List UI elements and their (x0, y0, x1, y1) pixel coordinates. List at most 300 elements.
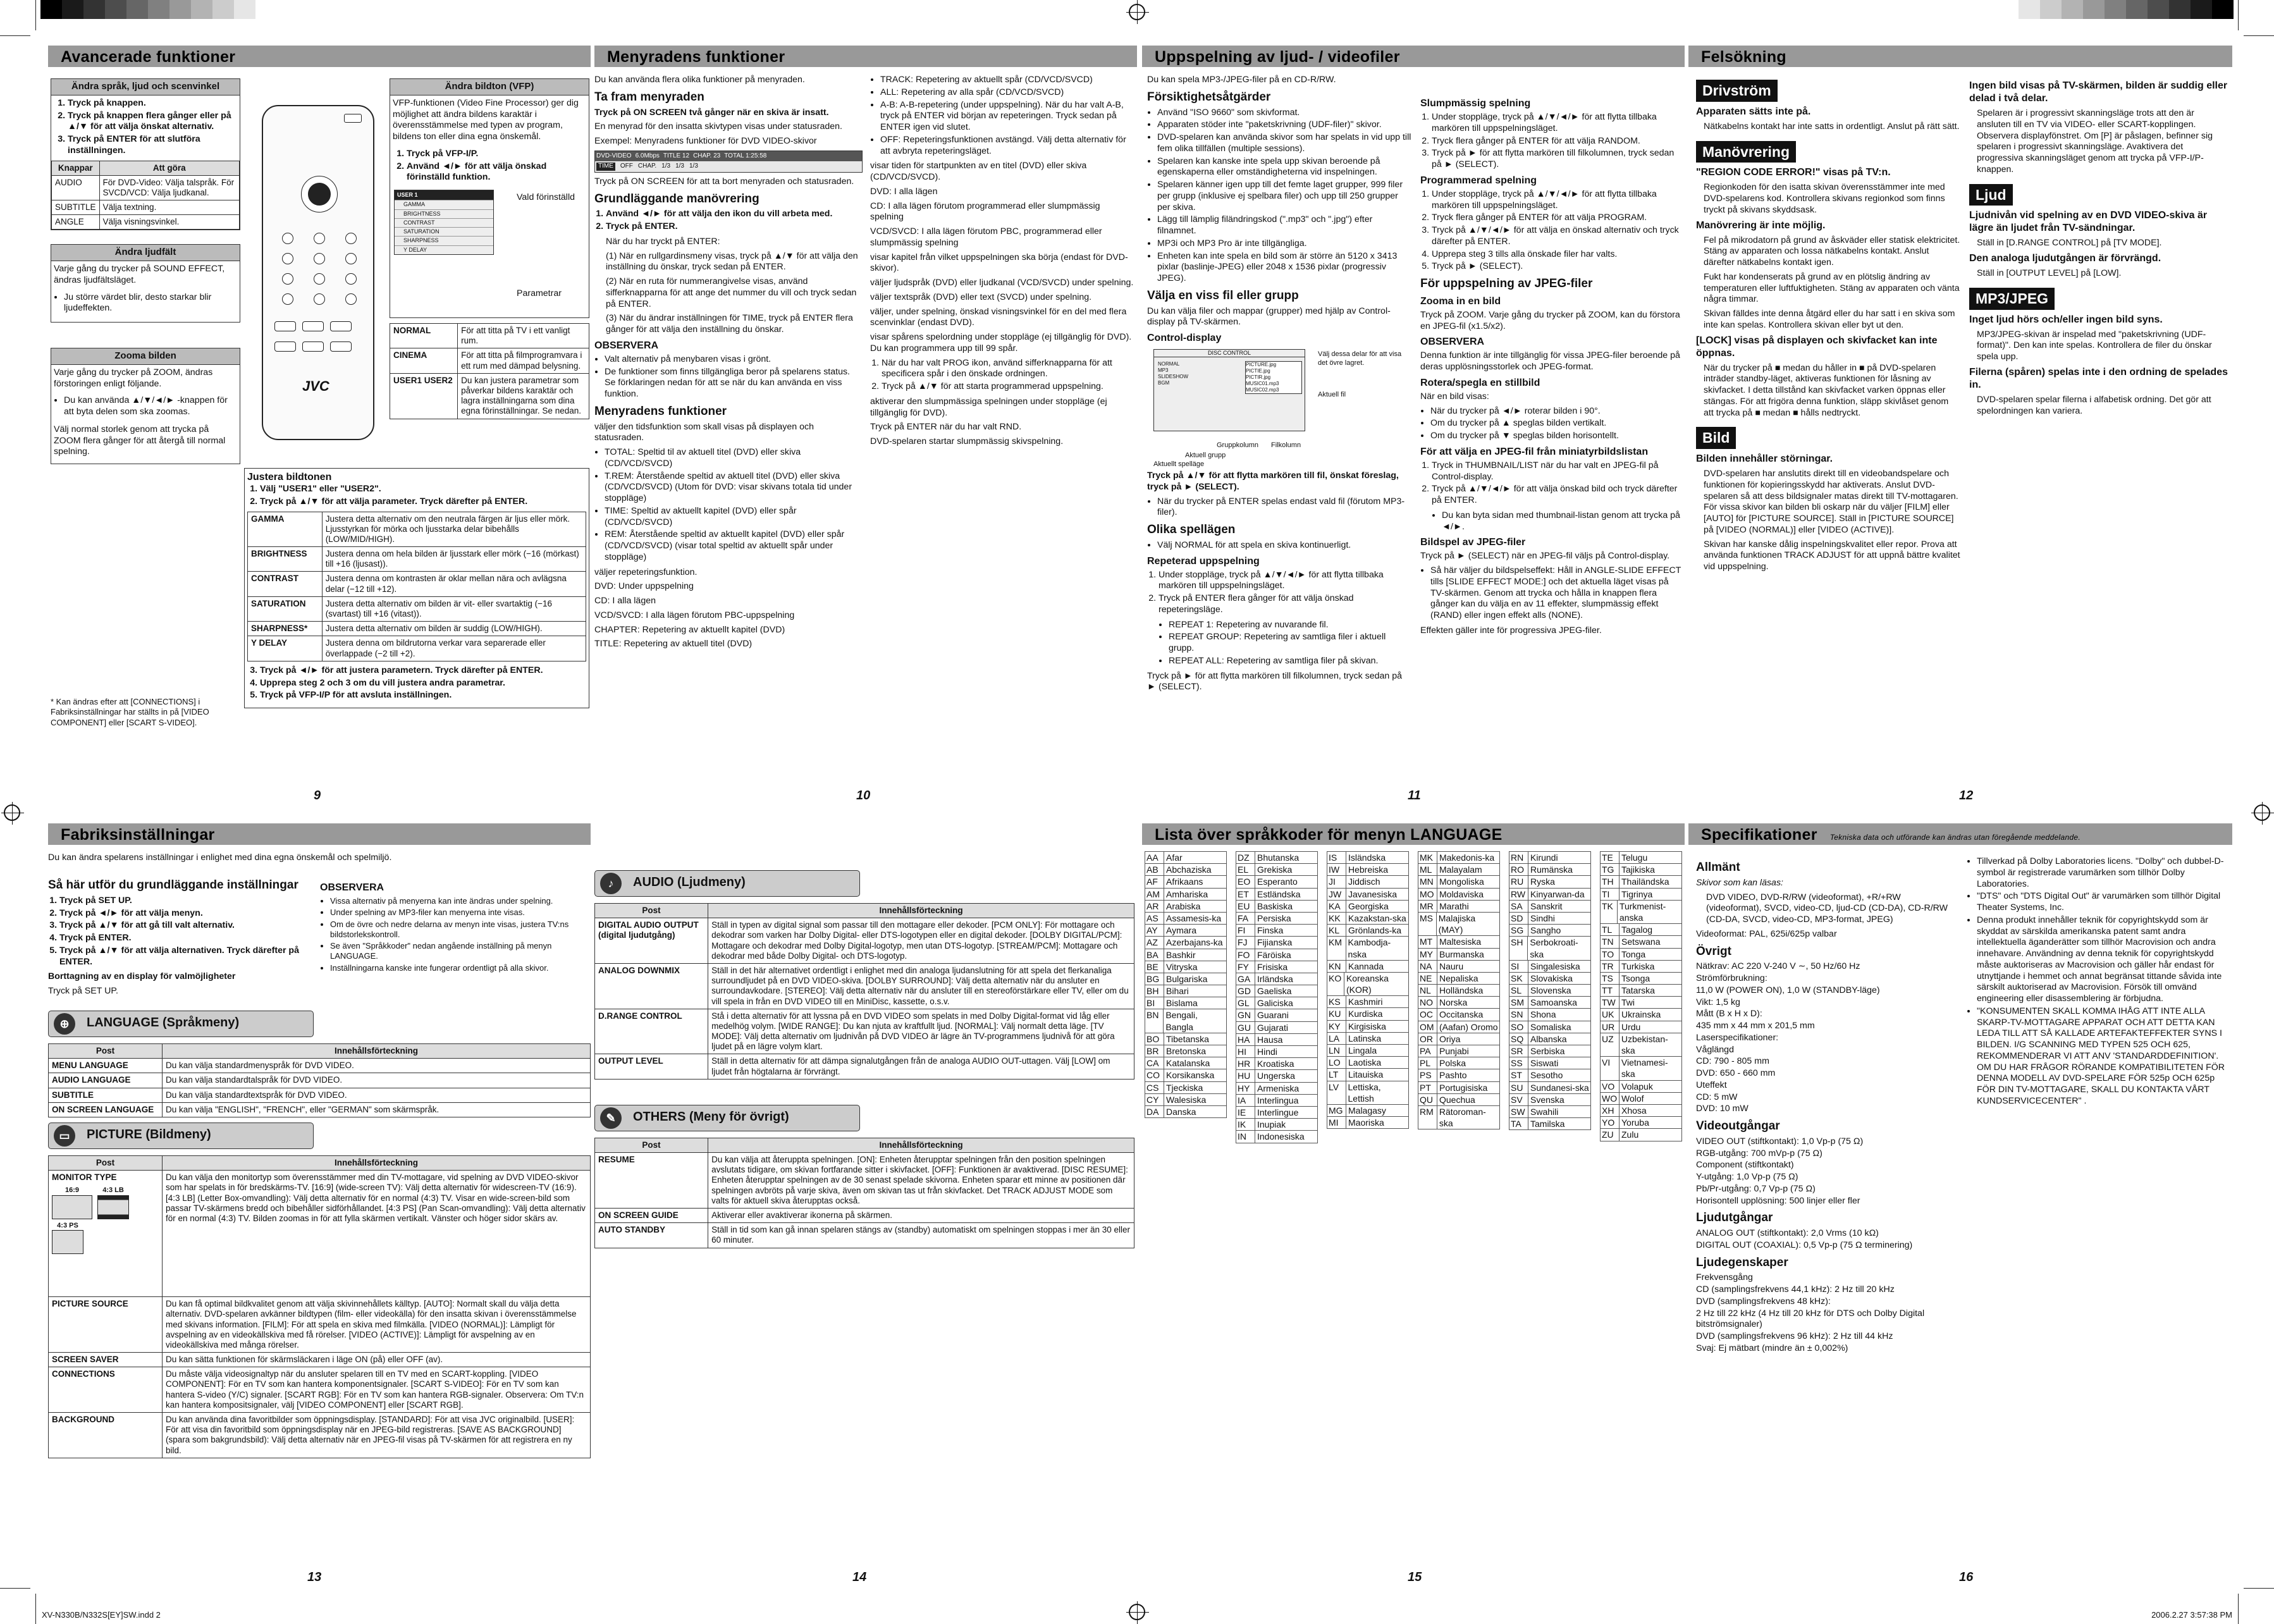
vfp-modes-table (390, 323, 589, 419)
language-name: Ryska (1530, 877, 1555, 887)
language-name: Setswana (1621, 937, 1661, 947)
section-heading: Videoutgångar (1696, 1119, 1780, 1133)
language-code: GU (1236, 1022, 1255, 1033)
spec-line: Svaj: Ej mätbart (mindre än ± 0,002%) (1696, 1343, 1848, 1353)
language-code: LN (1327, 1045, 1346, 1056)
step: 4. Tryck på ENTER. (59, 933, 314, 944)
language-code: AS (1145, 913, 1164, 924)
language-row (1236, 997, 1318, 1009)
color-swatch (105, 0, 126, 19)
body-text: VFP-funktionen (Video Fine Processor) ger dig möjlighet att ändra bildens karaktär i överensstämmelse med typen av program, bildens ton eller dina egna önskemål. (393, 97, 579, 142)
language-name: Punjabi (1439, 1046, 1469, 1056)
language-code: RM (1418, 1106, 1437, 1129)
language-row (1145, 1094, 1227, 1106)
bullet: • ALL: Repetering av alla spår (CD/VCD/SVCD) (880, 87, 1134, 99)
box-title: Justera bildtonen (247, 472, 332, 483)
callout-label: Aktuell fil (1318, 391, 1346, 398)
language-code: CS (1145, 1082, 1164, 1093)
page-number: 13 (307, 1570, 322, 1584)
problem: Den analoga ljudutgången är förvrängd. (1969, 253, 2161, 264)
body-text: (2) När en ruta för nummerangivelse visas, använd sifferknapparna för att ange det nummer du vill och tryck sedan på ENTER. (606, 276, 857, 309)
section-title: PICTURE (Bildmeny) (87, 1127, 211, 1141)
language-name: Nepaliska (1439, 973, 1478, 983)
language-name: Indonesiska (1257, 1131, 1305, 1142)
language-row (1600, 876, 1682, 888)
spec-line: DVD (samplingsfrekvens 48 kHz): (1696, 1296, 1831, 1307)
language-code: NE (1418, 973, 1437, 984)
note-heading: OBSERVERA (594, 340, 659, 351)
language-row (1418, 949, 1500, 961)
language-row (1236, 937, 1318, 949)
language-code: HA (1236, 1034, 1255, 1045)
language-code: SU (1509, 1082, 1528, 1093)
bullet: • OFF: Repeteringsfunktionen avstängd. Välj detta alternativ för att avbryta repeteringsläget. (880, 135, 1134, 157)
solution: Fel på mikrodatorn på grund av åskväder eller statisk elektricitet. Stäng av apparaten och lossa nätkabelns kontakt. Anslut därefter nätkabelns kontakt igen. (1704, 235, 1960, 268)
language-name: Interlingua (1257, 1095, 1299, 1105)
table-cell: PICTURE SOURCE (49, 1297, 163, 1353)
body-text: Tryck på ► för att flytta markören till filkolumnen, tryck sedan på ► (SELECT). (1147, 670, 1403, 692)
language-name: Swahili (1530, 1106, 1559, 1117)
language-name: Frisiska (1257, 961, 1288, 972)
globe-icon: ⊕ (54, 1013, 75, 1035)
language-row (1327, 1057, 1409, 1069)
button-icon (282, 293, 293, 305)
bullet: • REM: Återstående speltid av aktuellt kapitel (DVD) eller spår (CD/VCD/SVCD) (visar total speltid av aktuellt spår under stoppläge) (605, 529, 863, 563)
vfp-menu-figure (393, 187, 586, 314)
bullet: • DVD-spelaren kan använda skivor som har spelats in vid upp till fem olika tillfällen (multiple sessions). (1157, 132, 1411, 155)
table-cell: AUDIO LANGUAGE (49, 1073, 163, 1088)
step: 1. Välj "USER1" eller "USER2". (260, 484, 586, 495)
language-code: AM (1145, 889, 1164, 900)
language-name: Thailändska (1621, 877, 1669, 887)
language-name: Sanskrit (1530, 901, 1563, 911)
language-code: BN (1145, 1009, 1164, 1032)
table-header: Post (595, 1138, 708, 1152)
language-name: Malagasy (1348, 1105, 1386, 1116)
section-title: AUDIO (Ljudmeny) (633, 875, 746, 889)
button-icon (314, 293, 325, 305)
solution: Nätkabelns kontakt har inte satts in ordentligt. Anslut på rätt sätt. (1704, 121, 1960, 132)
language-name: Kambodja-nska (1348, 937, 1391, 959)
language-column (1418, 851, 1500, 1143)
language-row (1509, 973, 1591, 985)
registration-mark (2254, 804, 2270, 821)
language-row (1509, 1021, 1591, 1033)
language-row (1418, 936, 1500, 948)
monitor-icon: ▭ (54, 1125, 75, 1147)
language-row (1509, 851, 1591, 864)
language-name: Svenska (1530, 1094, 1564, 1105)
language-name: Amhariska (1166, 889, 1208, 899)
language-name: Kazakstan-ska (1348, 913, 1406, 923)
language-row (1418, 864, 1500, 876)
page-10 (594, 46, 1137, 804)
language-name: Burmanska (1439, 949, 1484, 959)
spec-line: CD: 790 - 805 mm (1696, 1056, 1769, 1067)
language-name: Bretonska (1166, 1046, 1207, 1056)
section-heading: Ljudegenskaper (1696, 1255, 1788, 1269)
section-header (48, 1123, 314, 1149)
menu-item: CHAP. (637, 163, 657, 170)
language-name: Kirgisiska (1348, 1021, 1386, 1031)
table-cell: Du kan använda dina favoritbilder som öppningsdisplay. [STANDARD]: För att visa JVC originalbild. [USER]: För att visa din favoritbild som öppningsdisplay när en JPEG-bild registreras. [SAVE AS BACKGROUND] (spara som bakgrundsbild): Välj detta alternativ när en JPEG-fil visas på TV-skärmen för att registrera en ny bild. (162, 1413, 590, 1458)
language-row (1600, 997, 1682, 1009)
language-row (1509, 1045, 1591, 1057)
status-item: DVD-VIDEO (596, 152, 632, 159)
language-row (1600, 1009, 1682, 1021)
language-row (1145, 876, 1227, 888)
page-number: 12 (1959, 788, 1974, 803)
color-swatch (212, 0, 234, 19)
button-icon (345, 233, 357, 244)
solution: Ställ in [D.RANGE CONTROL] på [TV MODE]. (1977, 238, 2162, 249)
section-heading: Så här utför du grundläggande inställningar (48, 878, 298, 892)
spec-line: Uteffekt (1696, 1080, 1727, 1090)
box-title: Zooma bilden (51, 348, 240, 365)
language-name: Zulu (1621, 1129, 1639, 1140)
page-number: 9 (314, 788, 321, 803)
language-code: RW (1509, 889, 1528, 900)
language-code: SL (1509, 985, 1528, 996)
section-heading: Ljudutgångar (1696, 1211, 1773, 1225)
language-row (1236, 1058, 1318, 1070)
language-code: TN (1601, 936, 1619, 947)
language-code: XH (1601, 1105, 1619, 1116)
language-row (1327, 864, 1409, 876)
section-heading: Olika spellägen (1147, 523, 1236, 536)
table-cell: Justera detta alternativ om bilden är vit- eller svartaktig (−16 (svartast) till +16 (vitast)). (322, 596, 586, 621)
table-cell: För att titta på filmprogramvara i ett rum med dämpad belysning. (458, 348, 589, 373)
box-title: Ändra språk, ljud och scenvinkel (51, 79, 240, 95)
language-name: Hindi (1257, 1047, 1277, 1057)
language-name: Hausa (1257, 1034, 1283, 1045)
language-name: Galiciska (1257, 998, 1293, 1009)
table-cell: CONNECTIONS (49, 1367, 163, 1413)
body-text: Tryck på ON SCREEN två gånger när en skiva är insatt. (594, 107, 829, 118)
body-text: DVD-spelaren startar slumpmässig skivspelning. (870, 436, 1064, 446)
language-code: ZU (1601, 1129, 1619, 1140)
language-row (1327, 1105, 1409, 1117)
aspect-label: 4:3 LB (102, 1186, 124, 1195)
menu-param: Y DELAY (395, 245, 493, 254)
language-name: Ungerska (1257, 1071, 1295, 1081)
language-column (1327, 851, 1409, 1143)
page-title: Uppspelning av ljud- / videofiler (1142, 46, 1685, 67)
table-cell: För att titta på TV i ett vanligt rum. (458, 324, 589, 348)
language-code: ML (1418, 864, 1437, 875)
language-row (1418, 901, 1500, 913)
others-menu-table (594, 1138, 1134, 1248)
table-cell: Justera denna om kontrasten är oklar mellan nära och avlägsna delar (−12 till +12). (322, 572, 586, 596)
spec-line: Nätkrav: AC 220 V-240 V ∼, 50 Hz/60 Hz (1696, 961, 1860, 972)
language-row (1600, 973, 1682, 985)
body-text: VCD/SVCD: I alla lägen förutom PBC-uppspelning (594, 610, 795, 620)
language-name: Vietnamesi-ska (1621, 1057, 1668, 1080)
body-text: Tryck på ENTER när du har valt RND. (870, 422, 1022, 433)
language-code: IK (1236, 1119, 1255, 1130)
language-row (1236, 913, 1318, 925)
button-icon (302, 321, 324, 331)
language-code: AB (1145, 864, 1164, 875)
language-code: KS (1327, 996, 1346, 1007)
language-row (1145, 1069, 1227, 1081)
body-text: Denna funktion är inte tillgänglig för vissa JPEG-filer beroende på deras upplösningsstorlek och JPEG-format. (1420, 350, 1680, 372)
language-code: SR (1509, 1045, 1528, 1057)
language-row (1418, 1021, 1500, 1033)
step: 5. Tryck på VFP-I/P för att avsluta inställningen. (260, 690, 586, 701)
color-swatch (2126, 0, 2148, 19)
language-row (1600, 864, 1682, 876)
mode-item: SLIDESHOW (1158, 374, 1189, 379)
language-row (1600, 1093, 1682, 1105)
language-code: FA (1236, 913, 1255, 924)
body-text: CD: I alla lägen (594, 596, 656, 606)
language-code: TO (1601, 949, 1619, 960)
language-row (1509, 925, 1591, 937)
page-number: 16 (1959, 1570, 1974, 1584)
language-row (1509, 876, 1591, 888)
bullet: • Om de övre och nedre delarna av menyn inte visas, justera TV:ns bildstorlekskontroll. (330, 920, 589, 940)
spec-line: Vikt: 1,5 kg (1696, 997, 1740, 1007)
table-cell: Ställ in detta alternativ för att dämpa signalutgången från de analoga AUDIO OUT-uttagen. Välj [LOW] om ljudet från högtalarna är förvrängt. (708, 1054, 1134, 1079)
language-row (1236, 949, 1318, 961)
bullet: • Du kan byta sidan med thumbnail-listan genom att trycka på ◄/►. (1442, 510, 1682, 533)
language-row (1509, 1033, 1591, 1045)
language-code: SM (1509, 997, 1528, 1008)
menu-item: TIME (596, 163, 615, 171)
button-icon (274, 341, 296, 352)
aspect-label: 4:3 PS (57, 1221, 78, 1229)
bullet: • TRACK: Repetering av aktuellt spår (CD/VCD/SVCD) (880, 75, 1134, 86)
language-name: Tagalog (1621, 925, 1653, 935)
body-text: Välj normal storlek genom att trycka på ZOOM flera gånger för att återgå till normal spelning. (54, 424, 226, 457)
section-heading: Programmerad spelning (1420, 175, 1537, 186)
language-name: Sangho (1530, 925, 1561, 936)
language-code: OR (1418, 1033, 1437, 1045)
language-name: Afrikaans (1166, 877, 1203, 887)
language-code: JW (1327, 889, 1346, 900)
table-cell: DIGITAL AUDIO OUTPUT (digital ljudutgång) (595, 918, 708, 964)
language-code: TK (1601, 901, 1618, 923)
status-item: TOTAL 1:25:58 (724, 152, 767, 159)
language-row (1418, 1045, 1500, 1057)
language-name: Laotiska (1348, 1057, 1382, 1068)
zoom-box (51, 348, 240, 464)
body-text: DVD: Under uppspelning (594, 581, 694, 592)
language-name: Tibetanska (1166, 1033, 1209, 1044)
figure-title: Control-display (1147, 333, 1222, 343)
table-cell: Du kan välja den monitortyp som överensstämmer med din TV-mottagare, vid spelning av DVD VIDEO-skivor som har spelats in för bredskärms-TV. [16:9] (wide-screen TV): Välj detta alternativ för widescreen-TV (16:9). [4:3 LB] (Letter Box-omvandling): Välj detta alternativ för en normal (4:3) TV. Visar en wide-screen-bild som passar TV-skärmens bredd och bibehåller sidförhållandet. [4:3 PS] (Pan Scan-omvandling): Välj detta alternativ för en normal (4:3) TV. Bilden zoomas in för att fylla skärmen vertikalt. Vänster och höger sidor skärs av. (162, 1171, 590, 1297)
button-icon (345, 253, 357, 264)
language-row (1145, 937, 1227, 949)
sound-box (51, 244, 240, 323)
section-heading: Rotera/spegla en stillbild (1420, 377, 1540, 388)
language-column (1145, 851, 1227, 1143)
language-code: SK (1509, 973, 1528, 984)
language-code: LV (1327, 1081, 1346, 1104)
language-name: Samoanska (1530, 997, 1577, 1008)
language-row (1600, 985, 1682, 997)
table-cell: Du kan få optimal bildkvalitet genom att välja skivinnehållets källtyp. [AUTO]: Normalt skall du välja detta alternativ. DVD-spelaren avkänner bildtypen (film- eller videokälla) för den insatta skivan i överensstämmelse med skivans information. [FILM]: För att spela en skiva med filmkälla. [VIDEO (NORMAL)]: Lämpligt för avspelning av en videokällskiva med få rörelser. [VIDEO (ACTIVE)]: Lämpligt för avspelning av en videokällskiva med många rörelser. (162, 1297, 590, 1353)
body-text: (3) När du ändrar inställningen för TIME, tryck på ENTER flera gånger för att välja den inställning du önskar. (606, 313, 853, 335)
section-heading: Ta fram menyraden (594, 90, 704, 104)
audio-menu-table (594, 903, 1134, 1080)
table-cell: Du kan välja att återuppta spelningen. [ON]: Enheten återupptar spelningen från den position spelningen avslutats tidigare, om skivan fortfarande sitter i skivfacket. [OFF]: Funktionen är avaktiverad. [DISC RESUME]: Enheten återupptar spelningen av de 30 senast spelade skivorna. Enheten sparar ett minne av positionen där spelningen avbröts på varje skiva, även om skivan tas ut från skivfacket. Det TRACK ADJUST MODE som valts för aktuell skiva återupptas också. (708, 1153, 1134, 1209)
language-row (1145, 1057, 1227, 1069)
bullet: • REPEAT GROUP: Repetering av samtliga filer i aktuell grupp. (1169, 632, 1411, 655)
spec-line: Skivor som kan läsas: (1696, 877, 1783, 888)
language-code: TH (1601, 876, 1619, 887)
language-name: Grekiska (1257, 864, 1293, 875)
crop-mark (35, 1594, 36, 1624)
language-code: OM (1418, 1021, 1437, 1033)
step: 2. Använd ◄/► för att välja önskad förinställd funktion. (407, 161, 586, 184)
language-code: KN (1327, 961, 1346, 972)
callout-label: Välj dessa delar för att visa det övre lagret. (1318, 350, 1402, 367)
language-row (1600, 924, 1682, 936)
table-cell: För DVD-Video: Välja talspråk. För SVCD/VCD: Välja ljudkanal. (99, 175, 239, 200)
problem: Manövrering är inte möjlig. (1696, 219, 1826, 231)
section-heading: Zooma in en bild (1420, 295, 1501, 307)
table-cell: RESUME (595, 1153, 708, 1209)
language-row (1145, 985, 1227, 997)
bullet: • Så här väljer du bildspelseffekt: Håll in ANGLE-SLIDE EFFECT tills [SLIDE EFFECT MODE:] och det aktuella läget visas på TV-skärmen. Genom att trycka och hålla in knappen flera gånger kan du välja en av 11 effekter, slumpmässig effekt (RAND) eller ingen effekt alls (NONE). (1430, 565, 1682, 622)
control-display (1153, 349, 1305, 431)
language-row (1600, 1117, 1682, 1129)
language-row (1418, 973, 1500, 985)
body-text: TITLE: Repetering av aktuell titel (DVD) (594, 639, 753, 649)
solution: DVD-spelaren spelar filerna i alfabetisk ordning. Det gör att spelordningen kan variera. (1977, 394, 2211, 416)
body-text: När en bild visas: (1420, 391, 1489, 402)
body-text: Exempel: Menyradens funktioner för DVD VIDEO-skivor (594, 136, 817, 146)
language-code: SW (1509, 1106, 1528, 1117)
spec-line: ANALOG OUT (stiftkontakt): 2,0 Vrms (10 kΩ) (1696, 1228, 1879, 1238)
section-heading: Menyradens funktioner (594, 404, 727, 418)
color-swatch (2083, 0, 2105, 19)
color-swatch (148, 0, 169, 19)
table-header: Knappar (52, 161, 100, 175)
callout-label: Aktuellt spelläge (1153, 460, 1205, 468)
color-swatch (2019, 0, 2040, 19)
language-code: EL (1236, 864, 1255, 875)
language-code: KL (1327, 925, 1346, 936)
language-row (1509, 864, 1591, 876)
spec-line: DVD: 10 mW (1696, 1104, 1749, 1114)
problem: Inget ljud hörs och/eller ingen bild syns. (1969, 314, 2163, 325)
language-code: ST (1509, 1069, 1528, 1081)
language-code: KY (1327, 1021, 1346, 1032)
color-swatch (234, 0, 255, 19)
language-code: TS (1601, 973, 1619, 984)
table-cell: Du kan välja standardtextspråk för DVD VIDEO. (162, 1088, 590, 1102)
language-row (1145, 949, 1227, 961)
language-name: Lettiska, Lettish (1348, 1081, 1381, 1104)
body-text: (1) När en rullgardinsmeny visas, tryck på ▲/▼ för att välja den inställning du önskar, tryck sedan på ENTER. (606, 250, 858, 273)
status-item: CHAP. 23 (693, 152, 721, 159)
mode-item: NORMAL (1158, 361, 1180, 367)
language-row (1145, 864, 1227, 876)
menu-item: 1/3 (675, 163, 684, 170)
note-heading: OBSERVERA (1420, 336, 1485, 348)
language-name: Armeniska (1257, 1083, 1300, 1093)
language-row (1236, 1107, 1318, 1119)
language-code: MK (1418, 852, 1437, 863)
bullet: • Spelaren känner igen upp till det femte laget grupper, 999 filer per grupp (inklusive ej spelbara filer) och upp till 250 grupper per skiva. (1157, 180, 1411, 213)
language-name: Turkiska (1621, 961, 1655, 971)
wrench-icon: ✎ (600, 1107, 622, 1129)
language-code: MY (1418, 949, 1437, 960)
language-name: Turkmenist-anska (1619, 901, 1666, 923)
language-code: SV (1509, 1094, 1528, 1105)
spec-line: Mått (B x H x D): (1696, 1009, 1762, 1019)
problem: Filerna (spåren) spelas inte i den ordning de spelades in. (1969, 366, 2228, 390)
language-code: FY (1236, 961, 1255, 973)
step: 5. Tryck på ► (SELECT). (1432, 261, 1682, 273)
button-icon (330, 321, 352, 331)
language-code: RU (1509, 876, 1528, 887)
language-row (1509, 1106, 1591, 1118)
language-row (1327, 1008, 1409, 1020)
language-name: Marathi (1439, 901, 1469, 911)
adjust-box (244, 468, 589, 708)
language-name: Hebreiska (1348, 864, 1389, 875)
language-name: Kannada (1348, 961, 1384, 971)
bullet: • Valt alternativ på menybaren visas i grönt. (605, 354, 863, 366)
language-row (1327, 876, 1409, 888)
language-row (1509, 1009, 1591, 1021)
enter-button-icon (308, 183, 331, 206)
table-header: Post (595, 904, 708, 918)
language-row (1236, 1095, 1318, 1107)
language-name: Inupiak (1257, 1119, 1286, 1130)
step: 2. Tryck flera gånger på ENTER för att välja PROGRAM. (1432, 212, 1682, 224)
language-row (1236, 961, 1318, 973)
language-name: Fijianska (1257, 937, 1293, 948)
button-icon (314, 253, 325, 264)
solution: Skivan har kanske dålig inspelningskvalitet eller repor. Prova att använda funktionen TRACK ADJUST för att uppnå bättre kvalitet vid uppspelning. (1704, 539, 1960, 572)
menu-param: BRIGHTNESS (395, 209, 493, 218)
color-swatch-bar (2019, 0, 2234, 19)
step: 1. Under stoppläge, tryck på ▲/▼/◄/► för att flytta tillbaka markören till uppspelningsläget. (1159, 570, 1411, 593)
section-heading: Grundläggande manövrering (594, 192, 759, 206)
vfp-box (390, 78, 589, 318)
language-row (1236, 851, 1318, 864)
language-row (1509, 937, 1591, 960)
body-text: VCD/SVCD: I alla lägen förutom PBC, programmerad eller slumpmässig spelning (870, 226, 1102, 248)
language-name: Kroatiska (1257, 1059, 1294, 1069)
callout-label: Parametrar (517, 288, 562, 298)
language-row (1418, 1009, 1500, 1021)
crop-mark (2244, 35, 2274, 36)
print-timestamp: 2006.2.27 3:57:38 PM (2151, 1610, 2232, 1620)
category-label: Drivström (1696, 80, 1778, 102)
language-code: AY (1145, 925, 1164, 936)
crop-mark (0, 1588, 30, 1589)
language-code: MN (1418, 876, 1437, 887)
callout-label: Filkolumn (1271, 441, 1301, 449)
bullet: • Ju större värdet blir, desto starkar blir ljudeffekten. (64, 292, 237, 315)
language-code: HY (1236, 1083, 1255, 1094)
step: 1. Under stoppläge, tryck på ▲/▼/◄/► för att flytta tillbaka markören till uppspelningsläget. (1432, 189, 1682, 212)
bullet: • Om du trycker på ▼ speglas bilden horisontellt. (1430, 431, 1682, 442)
language-row (1509, 913, 1591, 925)
bullet: • Tillverkad på Dolby Laboratories licens. "Dolby" och dubbel-D-symbol är registrerade varumärken som tillhör Dolby Laboratories. (1977, 856, 2228, 890)
page-number: 14 (852, 1570, 867, 1584)
page-title: Avancerade funktioner (48, 46, 591, 67)
language-name: Mongoliska (1439, 877, 1484, 887)
crop-mark (2238, 0, 2239, 30)
language-name: Volapuk (1621, 1081, 1653, 1092)
